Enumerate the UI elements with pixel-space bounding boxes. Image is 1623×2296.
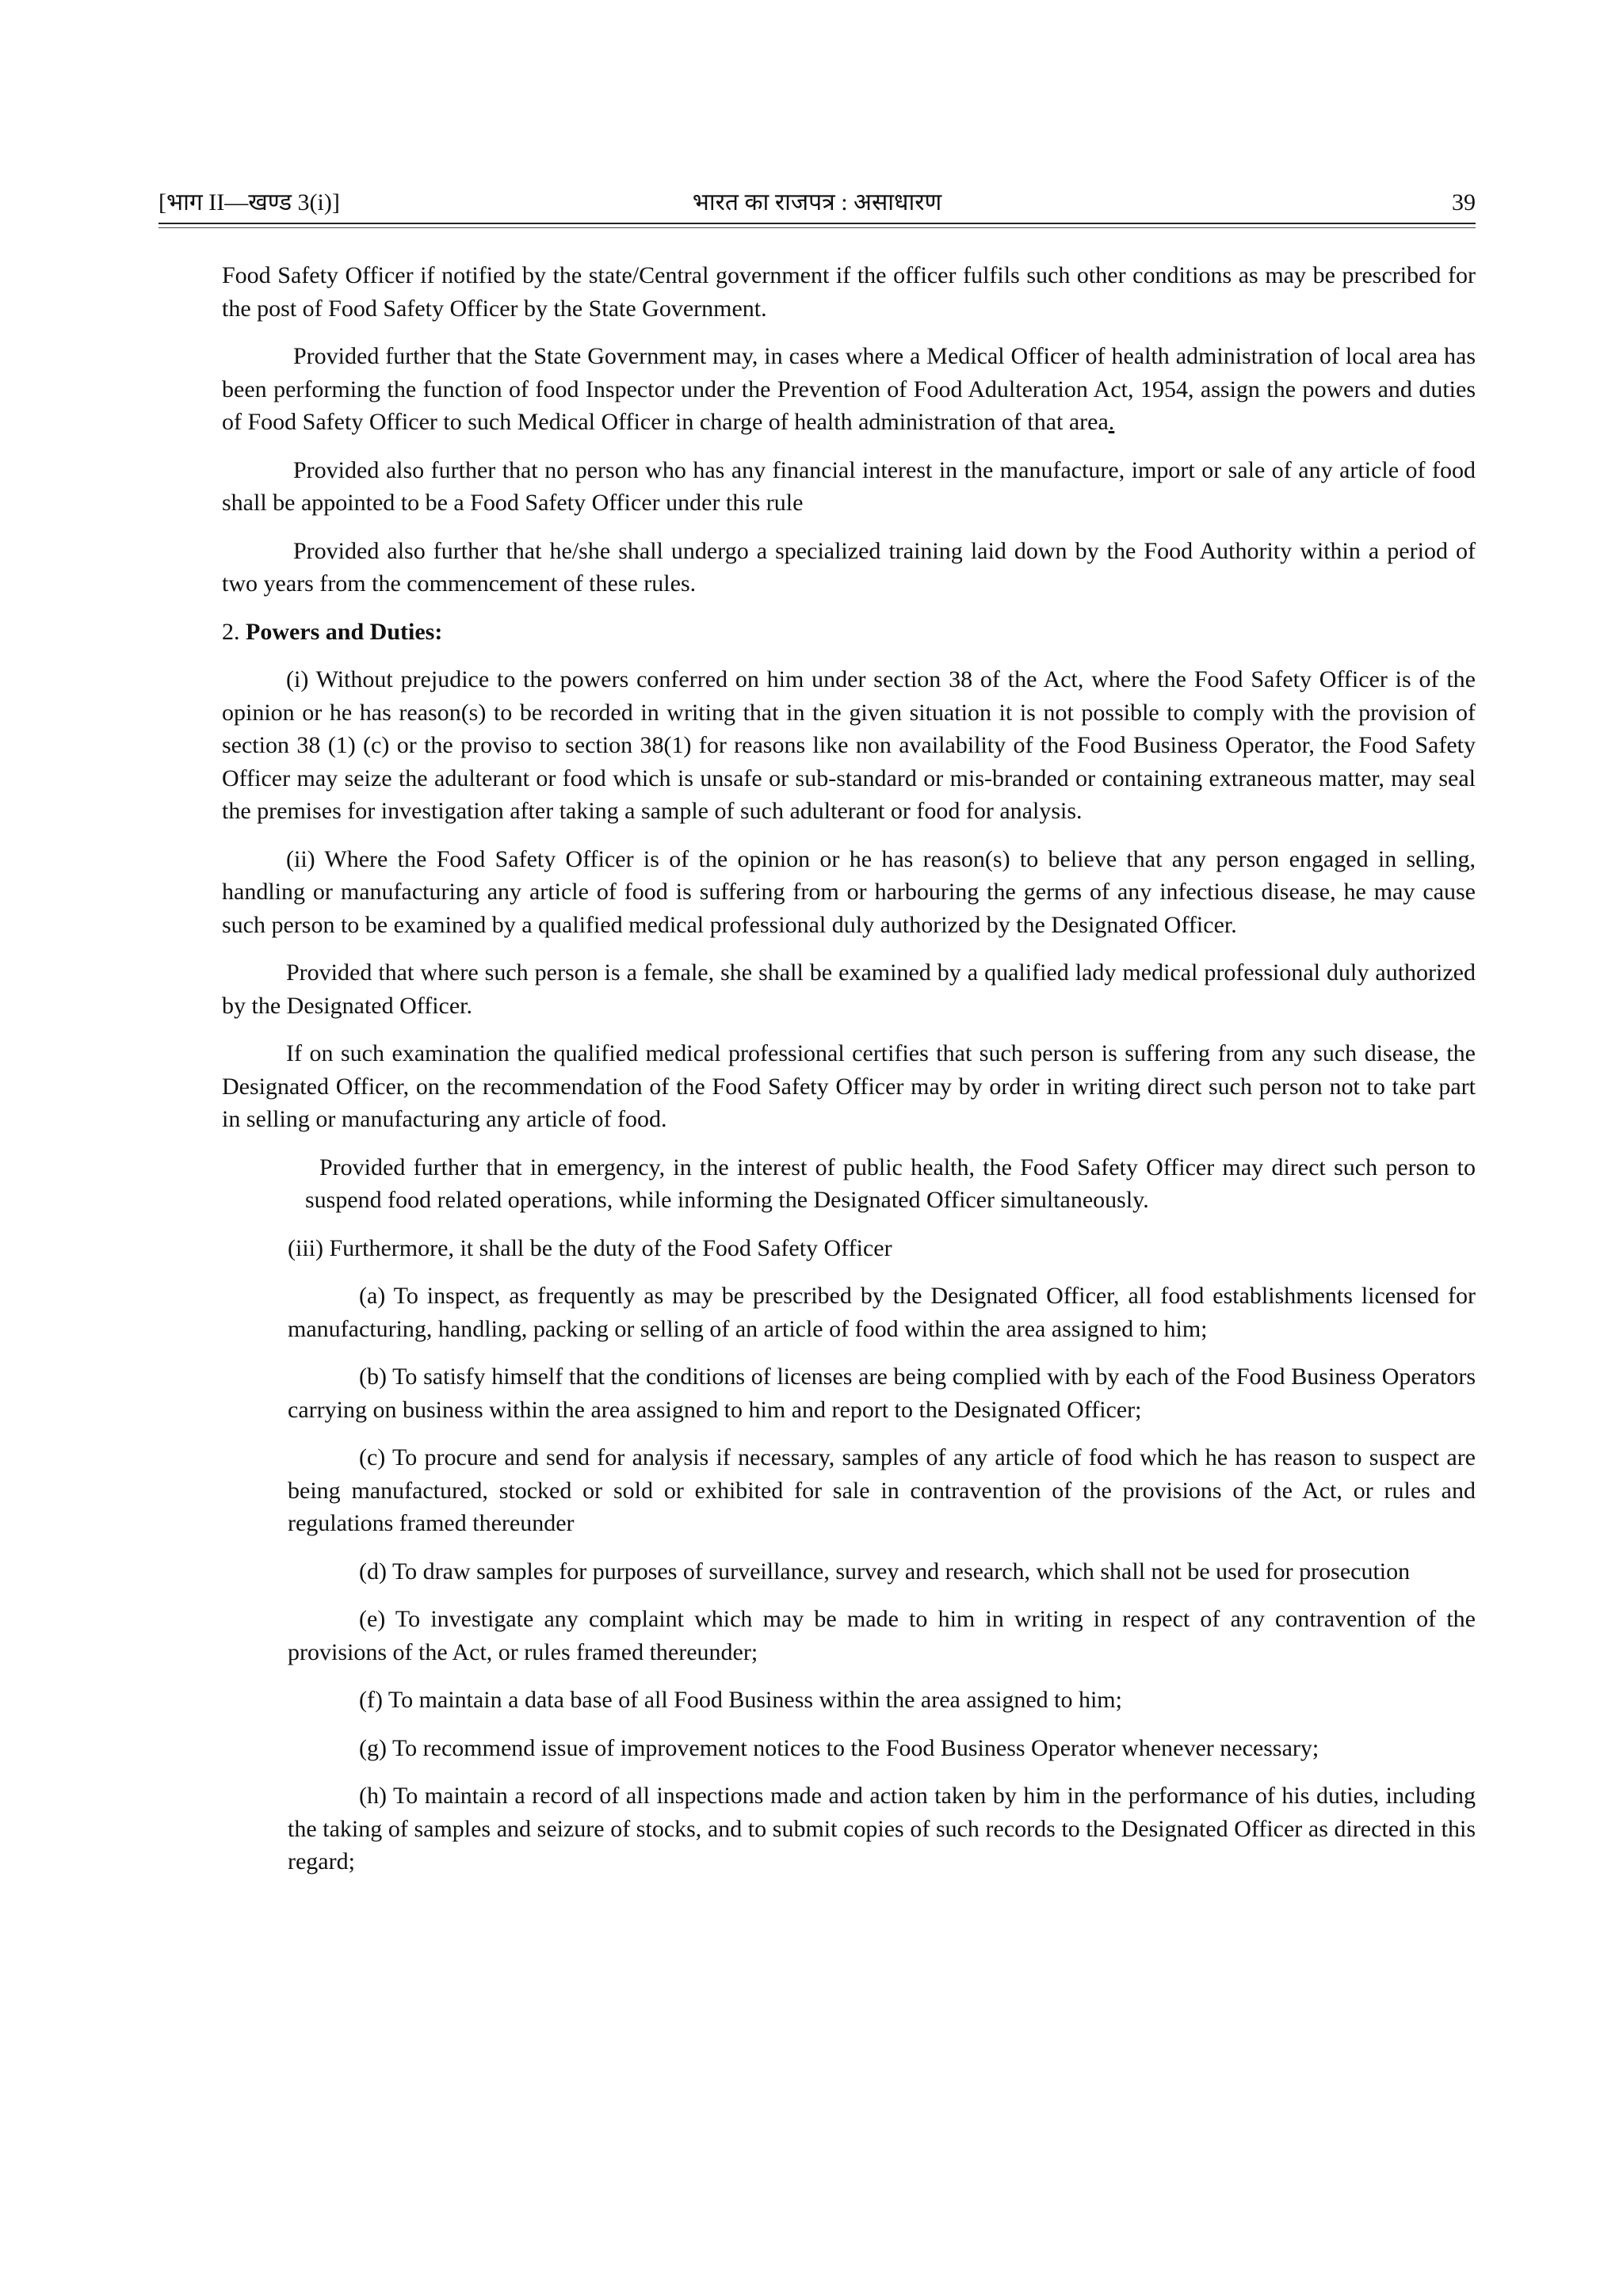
paragraph-duty-iii: (iii) Furthermore, it shall be the duty of the Food Safety Officer [288,1234,892,1261]
paragraph-duty-ii: (ii) Where the Food Safety Officer is of the opinion or he has reason(s) to believe that any person engaged in selling, handling or manufacturing any article of food is suffering from or harbouring the germs of any infectious disease, he may cause such person to be examined by a qualified medical professional duly authorized by the Designated Officer. [222,845,1476,938]
list-item-h: (h) To maintain a record of all inspections made and action taken by him in the performance of his duties, including the taking of samples and seizure of stocks, and to submit copies of such records to the Designated Officer as directed in this regard; [288,1783,1476,1875]
paragraph-proviso-emergency: Provided further that in emergency, in the interest of public health, the Food Safety Officer may direct such person to suspend food related operations, while informing the Designated Officer simultaneously. [305,1154,1476,1213]
paragraph-duty-i: (i) Without prejudice to the powers conferred on him under section 38 of the Act, where the Food Safety Officer is of the opinion or he has reason(s) to be recorded in writing that in the given situation it is not possible to comply with the provision of section 38 (1) (c) or the proviso to section 38(1) for reasons like non availability of the Food Business Operator, the Food Safety Officer may seize the adulterant or food which is unsafe or sub-standard or mis-branded or containing extraneous matter, may seal the premises for investigation after taking a sample of such adulterant or food for analysis. [222,666,1476,824]
proviso-medical-officer-end: . [1108,409,1115,435]
paragraph-proviso-financial-interest: Provided also further that no person who has any financial interest in the manufacture, import or sale of any article of food shall be appointed to be a Food Safety Officer under this rule [222,456,1476,516]
page-header [158,187,1476,219]
proviso-medical-officer-text: Provided further that the State Government may, in cases where a Medical Officer of health administration of local area has been performing the function of food Inspector under the Prevention of Food Adulteration Act, 1954, assign the powers and duties of Food Safety Officer to such Medical Officer in charge of health administration of that area [222,343,1476,435]
header-page-number: 39 [1452,189,1476,215]
paragraph-fso-notification: Food Safety Officer if notified by the state/Central government if the officer fulfils such other conditions as may be prescribed for the post of Food Safety Officer by the State Government. [222,262,1476,322]
header-part-section: [भाग II—खण्ड 3(i)] [158,189,340,215]
header-rule-thick [158,223,1476,224]
paragraph-proviso-medical-officer [222,340,1476,439]
section-number: 2. [222,618,240,645]
list-item-b: (b) To satisfy himself that the conditions of licenses are being complied with by each of the Food Business Operators carrying on business within the area assigned to him and report to the Designated Officer; [288,1363,1476,1423]
list-item-g: (g) To recommend issue of improvement notices to the Food Business Operator whenever necessary; [359,1734,1319,1761]
paragraph-proviso-training: Provided also further that he/she shall undergo a specialized training laid down by the Food Authority within a period of two years from the commencement of these rules. [222,537,1476,597]
section-heading [222,616,1476,649]
list-item-f: (f) To maintain a data base of all Food Business within the area assigned to him; [359,1687,1122,1713]
header-rule-thin [158,227,1476,228]
document-body [222,259,1476,1894]
paragraph-proviso-female: Provided that where such person is a female, she shall be examined by a qualified lady medical professional duly authorized by the Designated Officer. [222,959,1476,1019]
header-gazette-title: भारत का राजपत्र : असाधारण [692,189,942,215]
list-item-e: (e) To investigate any complaint which may be made to him in writing in respect of any contravention of the provisions of the Act, or rules framed thereunder; [288,1606,1476,1665]
section-title: Powers and Duties: [246,618,443,645]
list-item-c: (c) To procure and send for analysis if necessary, samples of any article of food which he has reason to suspect are being manufactured, stocked or sold or exhibited for sale in contravention of the provisions of the Act, or rules and regulations framed thereunder [288,1444,1476,1536]
list-item-d: (d) To draw samples for purposes of surveillance, survey and research, which shall not be used for prosecution [359,1558,1411,1585]
list-item-a: (a) To inspect, as frequently as may be prescribed by the Designated Officer, all food establishments licensed for manufacturing, handling, packing or selling of an article of food within the area assigned to him; [288,1283,1476,1342]
paragraph-examination: If on such examination the qualified medical professional certifies that such person is suffering from any such disease, the Designated Officer, on the recommendation of the Food Safety Officer may by order in writing direct such person not to take part in selling or manufacturing any article of food. [222,1040,1476,1132]
